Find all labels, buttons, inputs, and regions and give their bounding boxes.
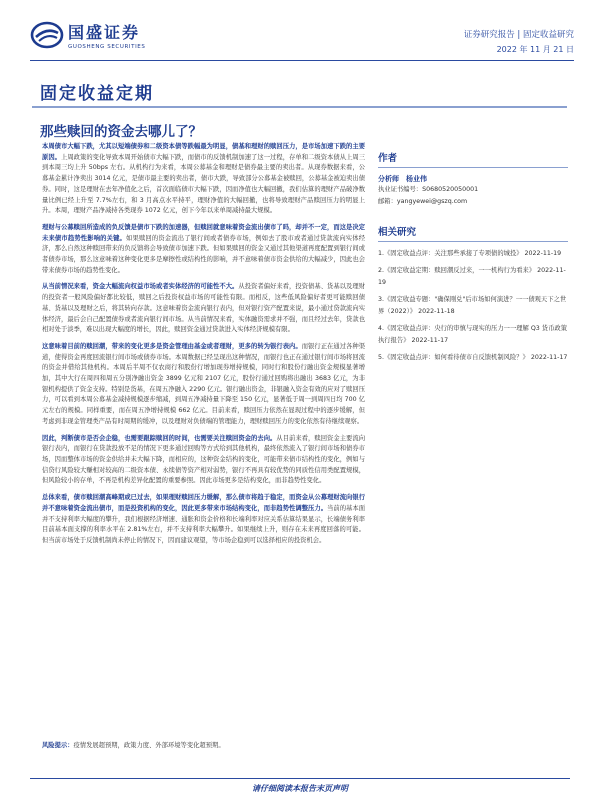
analyst-email[interactable]: 邮箱：yangyewei@gszq.com [378,198,468,205]
paragraph-3 [42,282,365,336]
paragraph-5 [42,434,365,488]
article-title: 那些赎回的资金去哪儿了？ [40,124,202,140]
related-item[interactable]: 3.《固定收益专题："确保刚兑"后市场如何演进？一一债观天下之世界（2022）》 2022-11-18 [378,295,567,315]
logo-emblem-icon [30,21,64,49]
paragraph-4-text: 而银行正在通过各种渠道，使得资金再度回流银行间市场或债券市场。本周数据已经呈现出这种情况，而银行也正在通过银行间市场将回流的资金并借给其他机构。本周后半周不仅农商行和股份行增加现券增持规模，同时行和股份行融出资金规模显著增加，其中大行在周四和周五分别净融出资金 3899 亿元和 2107 亿元，股份行通过回购将出融出 3683 亿元，为非银机构提供了资金支持。特别是货基，在周五净融入 2290 亿元。银行融出资金，非银融入资金有效的应对了赎回压力，可以看到本周公募基金减持规模逐步缩减，到周五净减持量下降至 150 亿元，显著低于周一到周四日均 700 亿元左右的规模。同样重要，而在周五净增持规模 662 亿元。目前来看，赎回压力依然在显现过程中的逐步缓解，但考虑到非现金管理类产品有时周期的缓冲，以及理财对负债端的管理能力，理财赎回压力的变化依然有待继续观察。 [42,342,366,425]
related-item[interactable]: 5.《固定收益点评：如何看待债市自反馈机制风险？》 2022-11-17 [378,353,568,361]
risk-label: 风险提示： [42,742,74,749]
related-divider [378,241,568,242]
analyst-certificate: 执业证书编号：S0680520050001 [378,186,479,193]
related-item[interactable]: 4.《固定收益点评：央行的审慎与现实的压力一一理解 Q3 货币政策执行报告》 2022-11-17 [378,324,567,344]
company-logo [30,20,145,50]
paragraph-3-highlight: 从当前情况来看，资金大幅流向权益市场或者实体经济的可能性不大。 [42,283,239,291]
footer-disclaimer: 请仔细阅读本报告末页声明 [252,784,348,793]
paragraph-5-highlight: 因此，判断债市是否会企稳，也需要跟踪赎回的时间，也需要关注赎回资金的去向。 [42,434,277,442]
related-item[interactable]: 1.《固定收益点评：关注那些承接了专项债的城投》 2022-11-19 [378,250,562,257]
paragraph-6-highlight: 总体来看，债市赎回潮高峰期或已过去，如果理财赎回压力缓解，那么债市将趋于稳定，而资金从公募理财流向银行并不意味着资金流出债市，而是投资机构的变化，因此更多带来市场结构变化，而非趋势性调整压力。 [42,494,365,512]
related-heading: 相关研究 [378,227,417,238]
page-header [0,0,600,64]
report-date: 2022 年 11 月 21 日 [496,45,574,54]
paragraph-2-highlight: 理财与公募赎回所造成的负反馈是债市下跌的加速器，但赎回就意味着资金流出债市了吗，却并不一定，而这是决定未来债市趋势性影响的关键。 [42,223,365,242]
paragraph-2-text: 如果赎回的资金流出了银行间或者债券市场，例如去了股市或者通过贷款流向实体经济，那么自然这种赎回带来的负反馈将会导致债市加速下跌。但如果赎回的资金又通过其他渠道再度配置到银行间或者债券市场，那么这意味着这种变化更多是摩擦性或结构性的影响，并不意味着债市资金供给的大幅减少，因此也会带来债券市场的趋势性变化。 [42,234,366,274]
paragraph-5-text: 从目前来看，赎回资金主要流向银行表内，而银行在贷款投放不足的情况下更多通过回购等方式给到其他机构，最终依然流入了银行间市场和债券市场，因而整体市场的资金供给并未大幅下降，而相应的，这种资金结构的变化，可能带来债市结构性的变化，例如与信贷行风险较大赚相对较高的二级资本债、永续债等资产相对弱势，银行不再具有较优势的同质性信用类配置规模，但风险较小的存单，不再是机构差异化配置的重要参照。因此市场更多是结构变化，而非趋势性变化。 [42,434,366,485]
author-heading: 作者 [378,153,398,164]
paragraph-1 [42,142,365,217]
section-title: 固定收益定期 [40,84,154,104]
risk-text: 疫情发展超预期，政策力度、外部环境等变化超预期。 [73,742,225,749]
report-body [42,142,365,553]
paragraph-4-highlight: 这意味着目前的赎回潮，带来的变化更多是资金管理由基金或者理财，更多的转为银行表内。 [42,342,302,350]
risk-warning [42,741,365,751]
paragraph-1-text: 上周政策的变化导致本周开始债市大幅下跌，而债市的反馈机制加速了这一过程，存单和二级资本债从上周三到本周三均上升 50bps 左右。从机构行为来看，本周公募基金和理财是债券最主要的卖出者。从现券数据来看，公募基金累计净卖出 3014 亿元，是债市最主要的卖出者，债市大跌，导致部分公募基金被赎回，公募基金被迫卖出债券。同时，这是理财在去年净值化之后，首次面临债市大幅下跌，因而净值也大幅回撤，我们估算的理财产品破净数量比例已经上升至 7.7%左右，和 3 月高点水平持平，理财净值的大幅回撤，也将导致理财产品赎回压力的明显上升。本周，理财产品净减持各类现券 1072 亿元，创下今年以来单周减持最大规模。 [42,153,366,215]
author-divider [378,167,568,168]
paragraph-3-text: 从投资者偏好来看，投资债基、货基以及理财的投资者一般风险偏好都比较低，赎回之后投资权益市场的可能性有限。而相反，这些低风险偏好者更可能赎回债基、货基以及理财之后，将其转向存款。这意味着资金流向银行表内，但对银行资产配置来说，最小通过贷款流向实体经济，最后会自己配置债券或者流向银行间市场。从当前情况来看，实体融资需求并不强，而且经过去年，贷款也相对处于淡季，难以出现大幅度的增长，因此，赎回资金通过贷款进入实体经济规模有限。 [42,283,366,334]
paragraph-6 [42,493,365,547]
logo-text-cn: 国盛证券 [68,23,141,42]
analyst-name: 分析师 杨业伟 [378,175,427,183]
header-divider [30,60,574,61]
report-type: 证券研究报告 | 固定收益研究 [463,30,574,40]
footer-divider [30,778,570,779]
paragraph-6-text: 当前的基本面并不支持利率大幅度的攀升，我们根据经济增速、通胀和资金价格和长端利率对应关系估算结果显示，长端债务利率目前基本面支撑的利率水平在 2.81%左右，并不支持利率大幅攀升。如果继续上升，则存在未来再度回落的可能。但当前市场处于反馈机制尚未停止的情况下，因而建议观望，等市场企稳到可以选择相应的投资机会。 [42,504,366,544]
sidebar [378,150,568,368]
paragraph-2 [42,223,365,277]
title-divider [32,106,567,108]
paragraph-1-highlight: 本周债市大幅下跌，尤其以短端债券和二级资本债等跌幅最为明显，债基和理财的赎回压力，是市场加速下跌的主要原因。 [42,143,365,161]
logo-text-en: GUOSHENG SECURITIES [68,44,146,50]
related-item[interactable]: 2.《固定收益定期：赎回潮反过来，一一机构行为看来》 2022-11-19 [378,266,566,286]
paragraph-4 [42,342,365,428]
